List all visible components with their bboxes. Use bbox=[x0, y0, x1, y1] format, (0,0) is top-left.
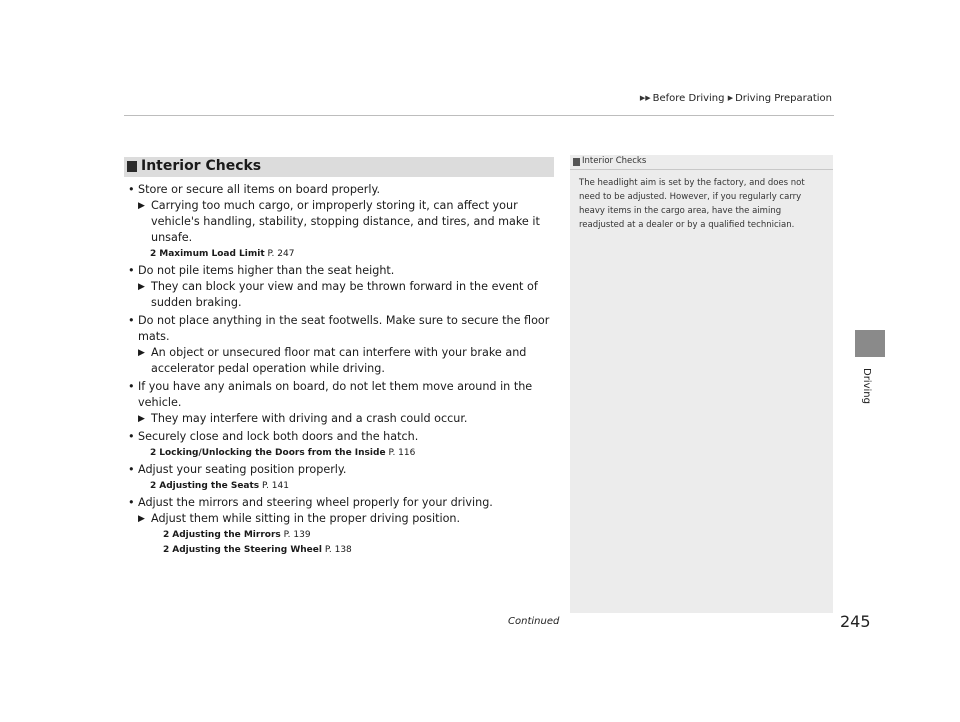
list-item: • Do not pile items higher than the seat height. bbox=[128, 263, 558, 279]
breadcrumb-arrow-icon: ▶ bbox=[727, 94, 734, 102]
cross-reference-link[interactable]: 2 Maximum Load Limit P. 247 bbox=[150, 249, 295, 259]
section-title: Interior Checks bbox=[141, 158, 262, 174]
cross-reference-link[interactable]: 2 Adjusting the Steering Wheel P. 138 bbox=[163, 545, 352, 555]
page-number: 245 bbox=[840, 612, 871, 631]
breadcrumb-item-driving-preparation[interactable]: Driving Preparation bbox=[735, 93, 832, 104]
note-title: Interior Checks bbox=[582, 156, 647, 166]
note-square-icon bbox=[573, 158, 580, 166]
arrow-right-icon: ▶ bbox=[138, 514, 145, 524]
arrow-right-icon: ▶ bbox=[138, 201, 145, 211]
chapter-tab-marker[interactable] bbox=[855, 330, 885, 357]
list-item: • Adjust the mirrors and steering wheel properly for your driving. bbox=[128, 495, 558, 511]
section-header bbox=[124, 157, 554, 177]
reference-icon: 2 bbox=[150, 448, 157, 458]
side-note-panel bbox=[570, 155, 833, 613]
reference-icon: 2 bbox=[150, 481, 157, 491]
list-subitem: ▶ Carrying too much cargo, or improperly storing it, can affect your vehicle's handling, stability, stopping distance, and tires, and make it unsafe. bbox=[138, 199, 540, 244]
header-divider bbox=[124, 115, 834, 116]
arrow-right-icon: ▶ bbox=[138, 282, 145, 292]
list-item: • Do not place anything in the seat footwells. Make sure to secure the floor mats. bbox=[128, 313, 558, 345]
list-item: • Adjust your seating position properly. bbox=[128, 462, 558, 478]
note-header bbox=[570, 155, 833, 170]
cross-reference-link[interactable]: 2 Adjusting the Seats P. 141 bbox=[150, 481, 289, 491]
list-item: • Store or secure all items on board properly. bbox=[128, 182, 558, 198]
reference-icon: 2 bbox=[163, 545, 170, 555]
cross-reference-link[interactable]: 2 Adjusting the Mirrors P. 139 bbox=[163, 530, 311, 540]
list-subitem: ▶ Adjust them while sitting in the proper driving position. bbox=[138, 512, 461, 525]
reference-icon: 2 bbox=[163, 530, 170, 540]
cross-reference-link[interactable]: 2 Locking/Unlocking the Doors from the Inside P. 116 bbox=[150, 448, 416, 458]
breadcrumb-arrow-icon: ▶▶ bbox=[639, 94, 651, 102]
list-subitem: ▶ They can block your view and may be thrown forward in the event of sudden braking. bbox=[138, 280, 538, 309]
arrow-right-icon: ▶ bbox=[138, 414, 145, 424]
list-item: • Securely close and lock both doors and the hatch. bbox=[128, 429, 558, 445]
continued-label: Continued bbox=[508, 616, 560, 627]
breadcrumb-item-before-driving[interactable]: Before Driving bbox=[652, 93, 725, 104]
list-subitem: ▶ They may interfere with driving and a crash could occur. bbox=[138, 412, 468, 425]
list-item: • If you have any animals on board, do not let them move around in the vehicle. bbox=[128, 379, 558, 411]
breadcrumb bbox=[640, 93, 832, 104]
content-list bbox=[128, 180, 558, 557]
section-square-icon bbox=[127, 161, 137, 172]
list-subitem: ▶ An object or unsecured floor mat can interfere with your brake and accelerator pedal operation while driving. bbox=[138, 346, 527, 375]
arrow-right-icon: ▶ bbox=[138, 348, 145, 358]
chapter-tab-label: Driving bbox=[861, 368, 872, 404]
reference-icon: 2 bbox=[150, 249, 157, 259]
note-body: The headlight aim is set by the factory, and does not need to be adjusted. However, if you regularly carry heavy items in the cargo area, have the aiming readjusted at a dealer or by a qualified technician. bbox=[579, 178, 805, 230]
